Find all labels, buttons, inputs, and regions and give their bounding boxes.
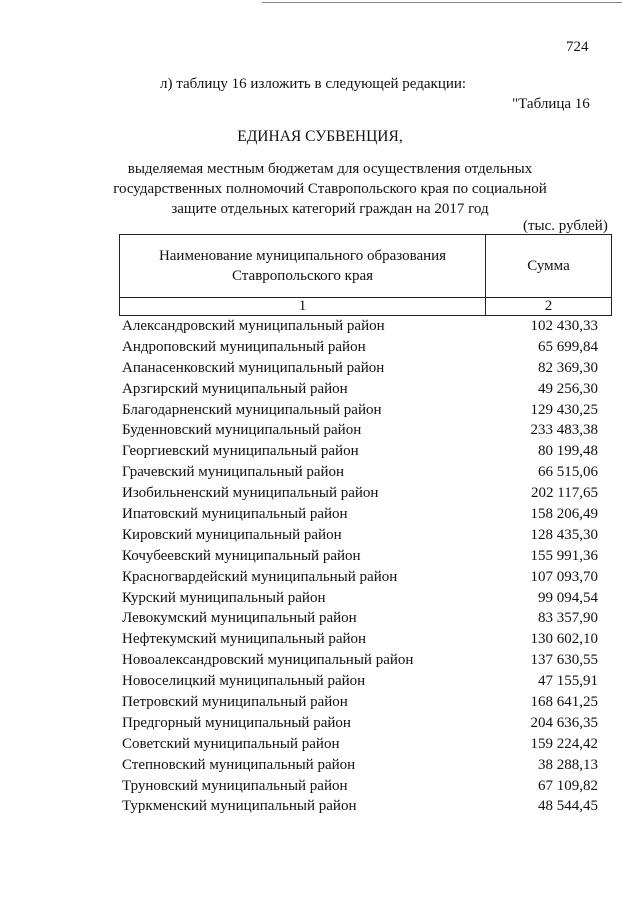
district-sum: 129 430,25 [530, 401, 598, 418]
table-row [119, 316, 612, 337]
district-sum: 155 991,36 [530, 547, 598, 564]
table-row [119, 671, 612, 692]
district-sum: 66 515,06 [538, 464, 598, 481]
district-sum: 49 256,30 [538, 380, 598, 397]
table-row [119, 713, 612, 734]
district-name: Предгорный муниципальный район [122, 714, 351, 731]
district-name: Степновский муниципальный район [122, 756, 356, 773]
district-sum: 99 094,54 [538, 589, 598, 606]
district-name: Арзгирский муниципальный район [122, 380, 348, 397]
table-row [119, 358, 612, 379]
header-name-cell [120, 235, 486, 298]
district-name: Александровский муниципальный район [122, 318, 385, 334]
district-sum: 102 430,33 [530, 318, 598, 334]
table-header [119, 234, 612, 316]
subtitle-line: защите отдельных категорий граждан на 2017 год [171, 201, 489, 217]
district-name: Буденновский муниципальный район [122, 422, 362, 439]
subtitle-line: государственных полномочий Ставропольского края по социальной [113, 181, 547, 197]
table-row [119, 567, 612, 588]
district-sum: 38 288,13 [538, 756, 598, 773]
table-row [119, 734, 612, 755]
district-sum: 83 357,90 [538, 610, 598, 627]
district-name: Новоселицкий муниципальный район [122, 673, 366, 690]
district-name: Советский муниципальный район [122, 735, 340, 752]
table-body [119, 316, 612, 817]
district-name: Туркменский муниципальный район [122, 798, 357, 815]
intro-text: л) таблицу 16 изложить в следующей редакции: [160, 76, 467, 92]
district-sum: 158 206,49 [530, 506, 598, 523]
table-row [119, 629, 612, 650]
district-name: Новоалександровский муниципальный район [122, 652, 414, 669]
district-name: Грачевский муниципальный район [122, 464, 345, 481]
district-sum: 65 699,84 [538, 338, 598, 355]
table-row [119, 692, 612, 713]
table-row [119, 755, 612, 776]
district-name: Красногвардейский муниципальный район [122, 568, 398, 585]
header-name-line: Ставропольского края [232, 268, 373, 284]
column-number-1: 1 [120, 298, 486, 316]
district-name: Курский муниципальный район [122, 589, 326, 606]
district-name: Петровский муниципальный район [122, 694, 348, 711]
top-rule [262, 2, 622, 3]
table-row [119, 337, 612, 358]
table-row [119, 546, 612, 567]
district-sum: 80 199,48 [538, 443, 598, 460]
district-sum: 82 369,30 [538, 359, 598, 376]
column-number-2: 2 [486, 298, 612, 316]
header-name-line: Наименование муниципального образования [158, 248, 447, 264]
district-name: Ипатовский муниципальный район [122, 506, 348, 523]
district-name: Нефтекумский муниципальный район [122, 631, 367, 648]
units-note: (тыс. рублей) [523, 218, 608, 234]
table-row [119, 796, 612, 817]
district-name: Кировский муниципальный район [122, 526, 342, 543]
district-name: Благодарненский муниципальный район [122, 401, 382, 418]
district-sum: 233 483,38 [530, 422, 598, 439]
table-row [119, 420, 612, 441]
district-sum: 168 641,25 [530, 694, 598, 711]
district-sum: 47 155,91 [538, 673, 598, 690]
district-name: Левокумский муниципальный район [122, 610, 357, 627]
page-number: 724 [566, 39, 589, 55]
table-row [119, 462, 612, 483]
district-sum: 137 630,55 [530, 652, 598, 669]
document-subtitle [100, 159, 560, 219]
district-sum: 159 224,42 [530, 735, 598, 752]
table-row [119, 525, 612, 546]
district-name: Труновский муниципальный район [122, 777, 348, 794]
header-sum-cell: Сумма [486, 235, 612, 298]
subtitle-line: выделяемая местным бюджетам для осуществления отдельных [127, 161, 533, 177]
document-title: ЕДИНАЯ СУБВЕНЦИЯ, [237, 128, 403, 145]
table-row [119, 608, 612, 629]
district-name: Георгиевский муниципальный район [122, 443, 359, 460]
district-sum: 107 093,70 [530, 568, 598, 585]
table-row [119, 650, 612, 671]
district-name: Апанасенковский муниципальный район [122, 359, 385, 376]
district-sum: 202 117,65 [531, 485, 598, 502]
table-label: "Таблица 16 [512, 96, 590, 112]
district-name: Кочубеевский муниципальный район [122, 547, 361, 564]
district-sum: 67 109,82 [538, 777, 598, 794]
table-row [119, 400, 612, 421]
district-name: Изобильненский муниципальный район [122, 485, 379, 502]
district-name: Андроповский муниципальный район [122, 338, 366, 355]
district-sum: 48 544,45 [538, 798, 598, 815]
district-sum: 204 636,35 [530, 714, 598, 731]
district-sum: 130 602,10 [530, 631, 598, 648]
table-row [119, 379, 612, 400]
table-row [119, 441, 612, 462]
district-sum: 128 435,30 [530, 526, 598, 543]
table-row [119, 588, 612, 609]
table-row [119, 504, 612, 525]
table-row [119, 776, 612, 797]
table-row [119, 483, 612, 504]
